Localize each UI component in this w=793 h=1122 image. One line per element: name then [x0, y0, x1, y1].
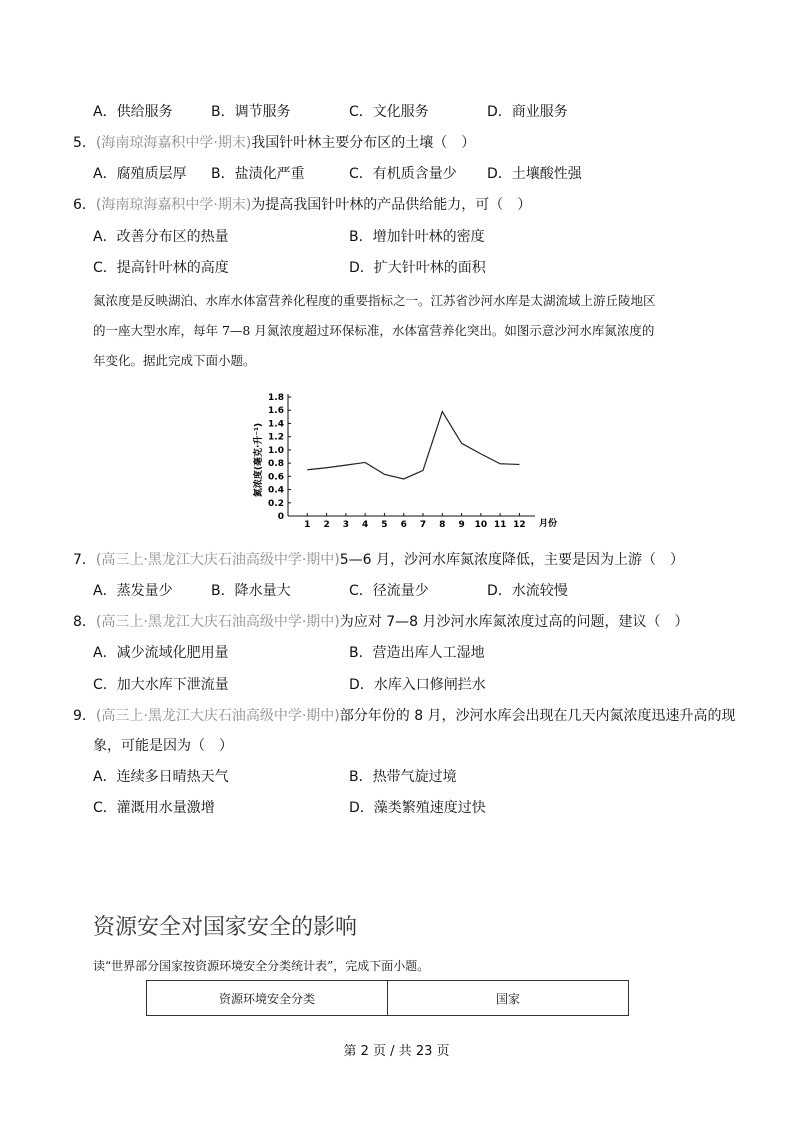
q4-option-b: B．调节服务: [211, 104, 291, 120]
section-intro: 读“世界部分国家按资源环境安全分类统计表”，完成下面小题。: [93, 959, 430, 973]
table-header-country: 国家: [388, 981, 629, 1016]
q8-option-b: B．营造出库人工湿地: [349, 645, 485, 661]
q6-option-a: A．改善分布区的热量: [93, 229, 229, 245]
q4-option-c: C．文化服务: [349, 104, 429, 120]
q8-option-c: C．加大水库下泄流量: [93, 677, 229, 693]
question-source: (高三上·黑龙江大庆石油高级中学·期中): [95, 614, 340, 630]
passage-line-2: 的一座大型水库，每年 7—8 月氮浓度超过环保标准，水体富营养化突出。如图示意沙河水库氮浓度的: [93, 323, 655, 338]
y-tick-label: 0.4: [268, 485, 284, 496]
y-tick-label: 1.0: [268, 445, 284, 456]
passage-line-1: 氮浓度是反映湖泊、水库水体富营养化程度的重要指标之一。江苏省沙河水库是太湖流域上游丘陵地区: [93, 293, 656, 308]
q8-option-d: D．水库入口修闸拦水: [349, 677, 486, 693]
x-tick-label: 7: [419, 520, 427, 530]
q7-option-b: B．降水量大: [211, 583, 291, 599]
x-tick-label: 9: [458, 520, 465, 530]
section-title: 资源安全对国家安全的影响: [93, 915, 358, 940]
x-tick-label: 1: [304, 520, 311, 530]
nitrogen-concentration-chart: [245, 388, 575, 533]
y-axis-label: 氮浓度(毫克·升⁻¹): [254, 422, 264, 498]
question-number: 7．: [73, 552, 96, 568]
question-7: [73, 551, 684, 569]
q5-option-a: A．腐殖质层厚: [93, 166, 187, 182]
table-row: [147, 981, 629, 1016]
q9-option-d: D．藻类繁殖速度过快: [349, 800, 486, 816]
question-source: (高三上·黑龙江大庆石油高级中学·期中): [95, 552, 340, 568]
x-tick-label: 6: [400, 520, 407, 530]
x-tick-label: 10: [474, 520, 488, 530]
question-number: 9．: [73, 708, 96, 724]
resource-safety-table: [146, 980, 629, 1016]
q7-option-d: D．水流较慢: [487, 583, 568, 599]
y-tick-label: 0: [277, 512, 284, 522]
q9-option-c: C．灌溉用水量激增: [93, 800, 215, 816]
question-8: [73, 613, 688, 631]
question-6: [73, 196, 531, 214]
question-source: (海南琼海嘉积中学·期末): [95, 197, 252, 213]
question-stem: 5—6 月，沙河水库氮浓度降低，主要是因为上游（ ）: [339, 552, 685, 568]
q5-option-c: C．有机质含量少: [349, 166, 457, 182]
q9-option-b: B．热带气旋过境: [349, 769, 457, 785]
q4-option-d: D．商业服务: [487, 104, 568, 120]
series-line: [307, 412, 519, 479]
x-tick-label: 3: [342, 520, 349, 530]
x-tick-label: 2: [323, 520, 330, 530]
question-number: 8．: [73, 614, 96, 630]
x-axis-label: 月份: [539, 519, 558, 529]
q8-option-a: A．减少流域化肥用量: [93, 645, 229, 661]
q4-option-a: A．供给服务: [93, 104, 173, 120]
passage-line-3: 年变化。据此完成下面小题。: [93, 353, 256, 368]
question-stem: 我国针叶林主要分布区的土壤（ ）: [251, 135, 476, 151]
y-tick-label: 1.8: [268, 393, 284, 403]
q6-option-d: D．扩大针叶林的面积: [349, 260, 486, 276]
q6-option-c: C．提高针叶林的高度: [93, 260, 229, 276]
y-tick-label: 1.6: [268, 406, 284, 417]
x-tick-label: 8: [439, 520, 446, 530]
x-tick-label: 4: [362, 520, 369, 530]
q5-option-d: D．土壤酸性强: [487, 166, 582, 182]
q7-option-c: C．径流量少: [349, 583, 429, 599]
q9-option-a: A．连续多日晴热天气: [93, 769, 229, 785]
question-5: [73, 134, 475, 152]
y-tick-label: 0.8: [268, 459, 284, 470]
x-tick-label: 11: [493, 520, 507, 530]
question-source: (高三上·黑龙江大庆石油高级中学·期中): [95, 708, 340, 724]
question-stem: 为应对 7—8 月沙河水库氮浓度过高的问题，建议（ ）: [339, 614, 689, 630]
page-footer: 第 2 页 / 共 23 页: [343, 1044, 450, 1059]
y-tick-label: 0.2: [268, 498, 284, 509]
question-number: 5．: [73, 135, 96, 151]
q7-option-a: A．蒸发量少: [93, 583, 173, 599]
q5-option-b: B．盐渍化严重: [211, 166, 305, 182]
question-source: (海南琼海嘉积中学·期末): [95, 135, 252, 151]
y-tick-label: 0.6: [268, 472, 284, 483]
question-number: 6．: [73, 197, 96, 213]
y-tick-label: 1.4: [268, 419, 284, 430]
table-header-category: 资源环境安全分类: [147, 981, 388, 1016]
question-9-stem-continued: 象，可能是因为（ ）: [93, 738, 233, 754]
question-stem: 部分年份的 8 月，沙河水库会出现在几天内氮浓度迅速升高的现: [339, 708, 736, 724]
q6-option-b: B．增加针叶林的密度: [349, 229, 485, 245]
x-tick-label: 12: [513, 520, 526, 530]
x-tick-label: 5: [381, 520, 388, 530]
question-stem: 为提高我国针叶林的产品供给能力，可（ ）: [251, 197, 532, 213]
y-tick-label: 1.2: [268, 432, 284, 443]
question-9: [73, 707, 736, 725]
